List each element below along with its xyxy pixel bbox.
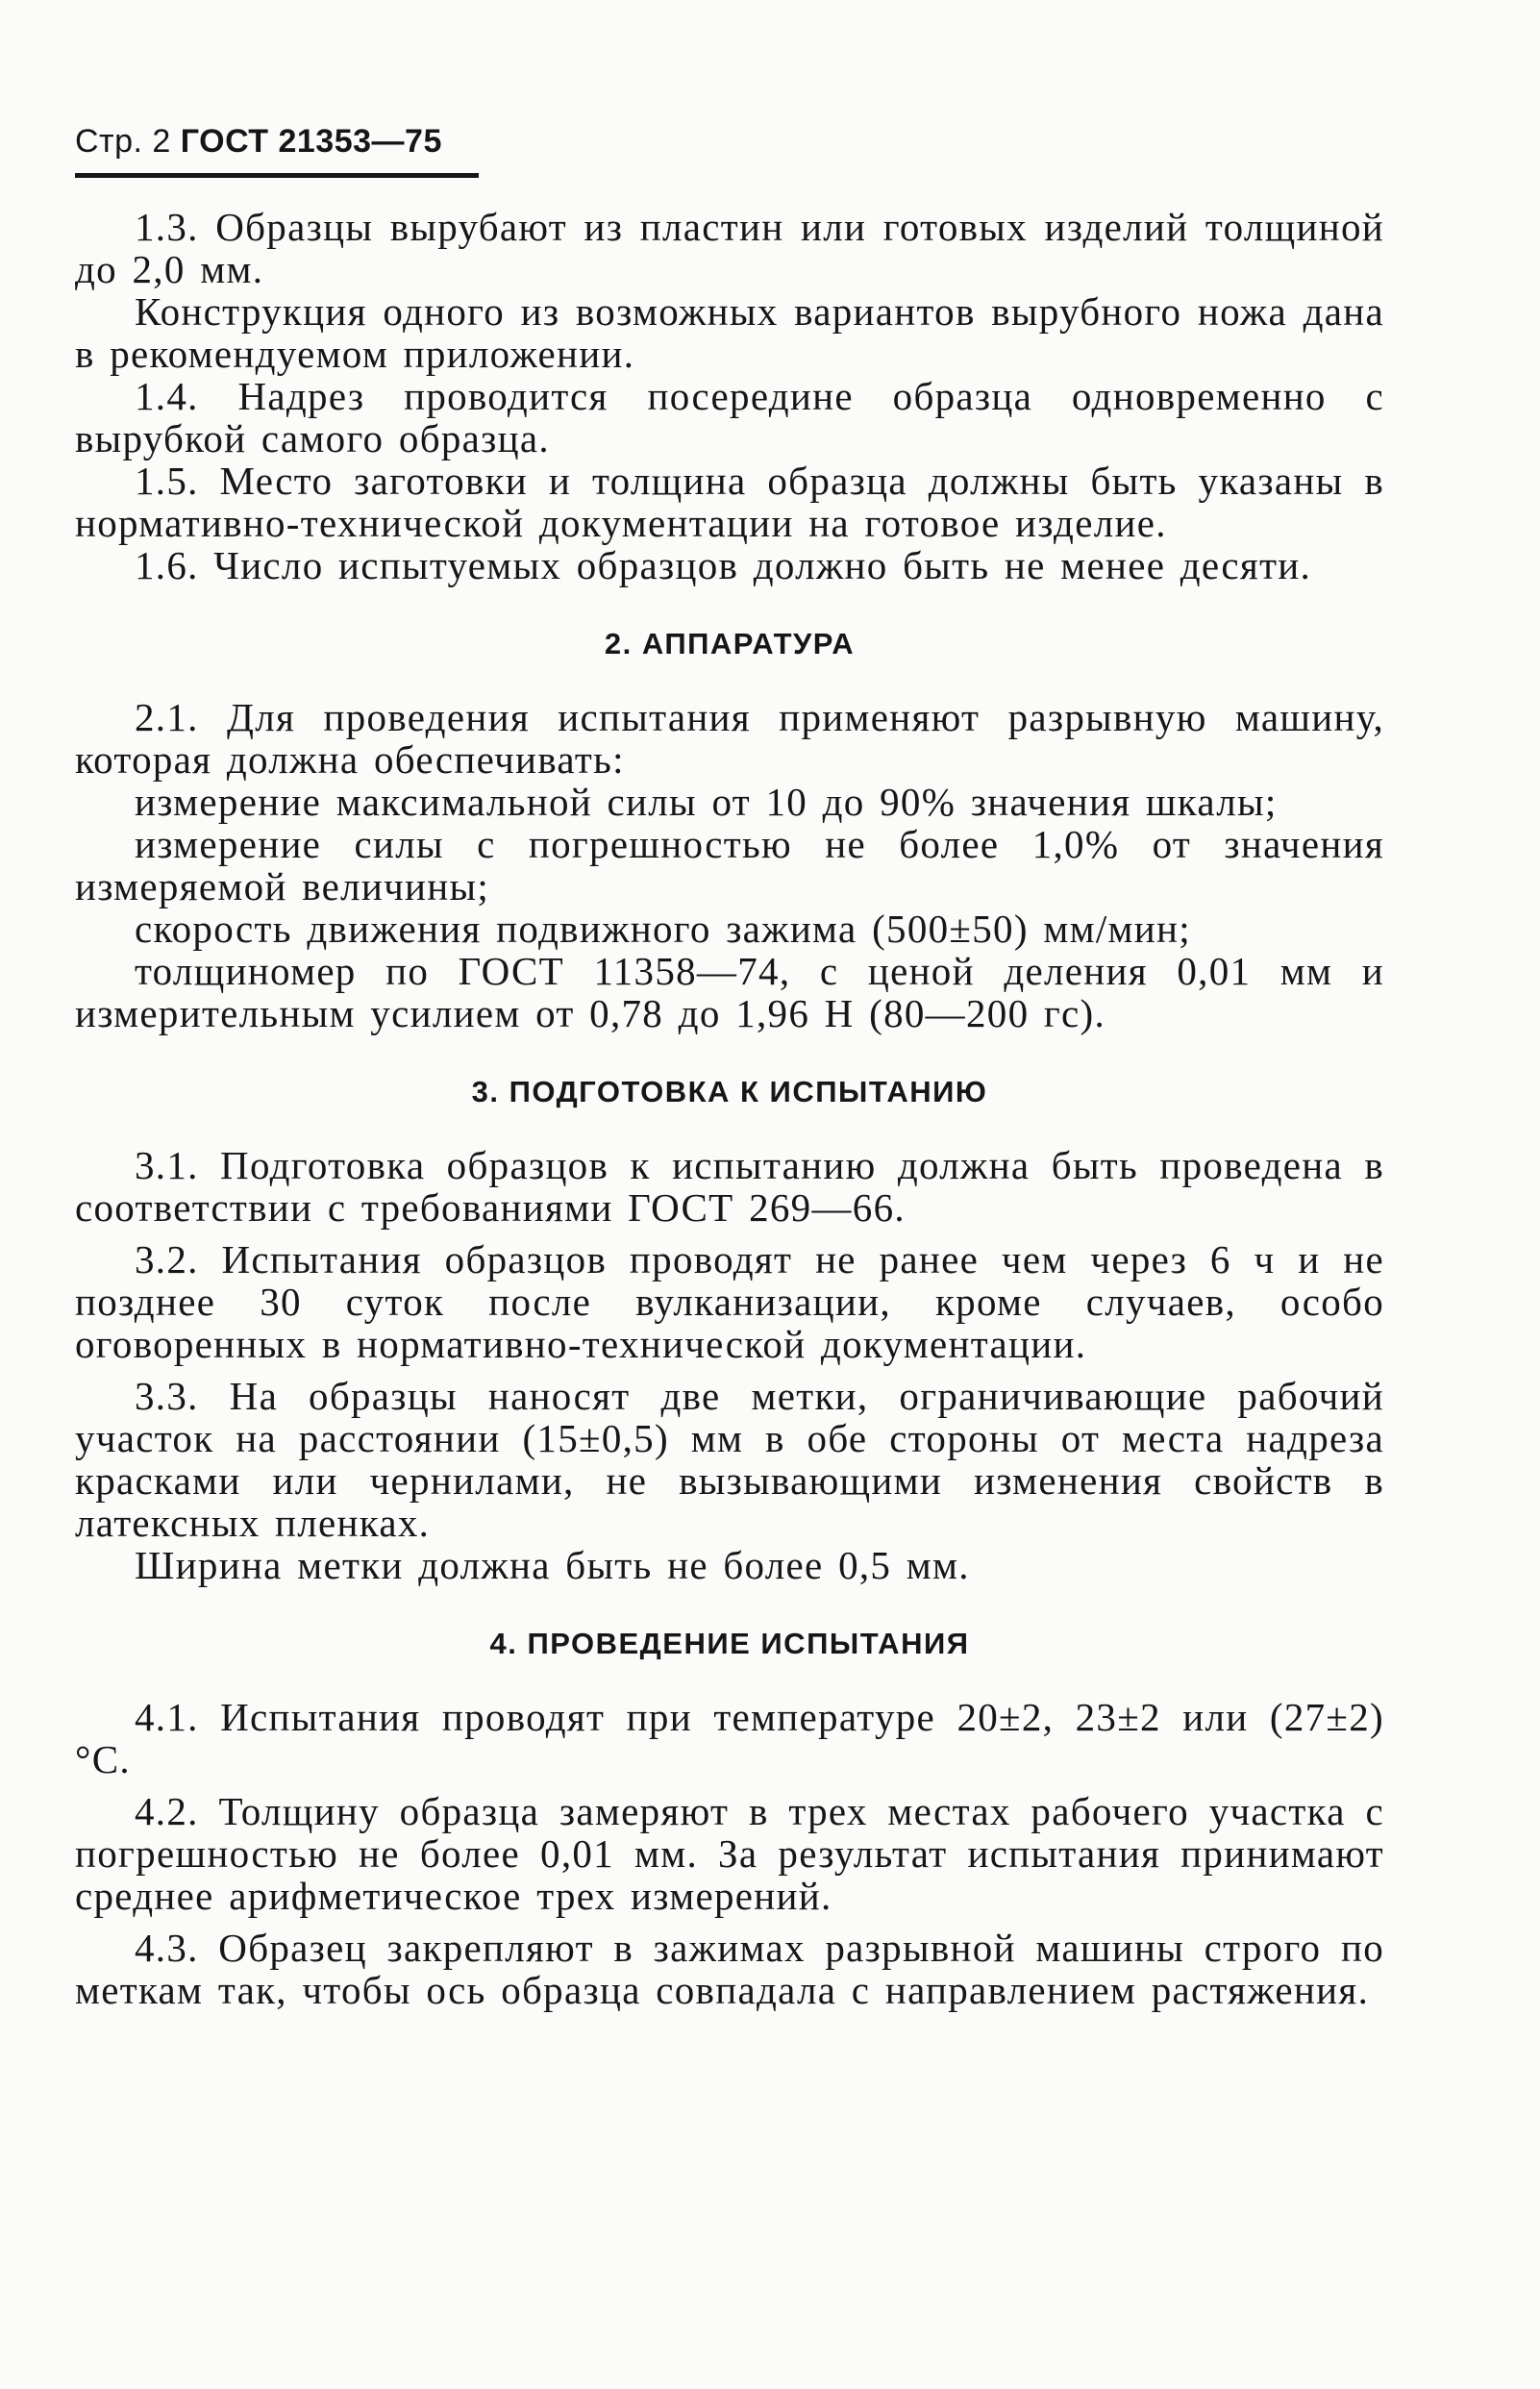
paragraph-1-3: 1.3. Образцы вырубают из пластин или готовых изделий толщиной до 2,0 мм. bbox=[75, 205, 1384, 291]
section-title-apparatus: 2. АППАРАТУРА bbox=[604, 627, 856, 660]
requirement-item: толщиномер по ГОСТ 11358—74, с ценой деления 0,01 мм и измерительным усилием от 0,78 до 1,96 Н (80—200 гс). bbox=[75, 949, 1384, 1035]
paragraph-3-1: 3.1. Подготовка образцов к испытанию должна быть проведена в соответствии с требованиями ГОСТ 269—66. bbox=[75, 1143, 1384, 1230]
requirement-item: скорость движения подвижного зажима (500±50) мм/мин; bbox=[135, 907, 1191, 951]
paragraph-4-2: 4.2. Толщину образца замеряют в трех местах рабочего участка с погрешностью не более 0,01 мм. За результат испытания принимают среднее арифметическое трех измерений. bbox=[75, 1789, 1384, 1918]
page-label: Стр. 2 bbox=[75, 123, 171, 160]
paragraph-3-3: 3.3. На образцы наносят две метки, ограничивающие рабочий участок на расстоянии (15±0,5) мм в обе стороны от места надреза красками или чернилами, не вызывающими изменения свойств в латексных пленках. bbox=[75, 1374, 1384, 1545]
section-title-testing: 4. ПРОВЕДЕНИЕ ИСПЫТАНИЯ bbox=[489, 1627, 970, 1660]
document-body bbox=[75, 206, 1384, 2011]
requirement-item: измерение максимальной силы от 10 до 90% значения шкалы; bbox=[135, 780, 1278, 824]
section-title-preparation: 3. ПОДГОТОВКА К ИСПЫТАНИЮ bbox=[471, 1075, 988, 1108]
paragraph-3-3-mark-width: Ширина метки должна быть не более 0,5 мм. bbox=[135, 1543, 970, 1587]
paragraph-1-6: 1.6. Число испытуемых образцов должно быть не менее десяти. bbox=[135, 543, 1312, 587]
paragraph-3-2: 3.2. Испытания образцов проводят не ранее чем через 6 ч и не позднее 30 суток после вулканизации, кроме случаев, особо оговоренных в нормативно-технической документации. bbox=[75, 1237, 1384, 1366]
paragraph-4-1: 4.1. Испытания проводят при температуре 20±2, 23±2 или (27±2)°С. bbox=[75, 1695, 1384, 1781]
standard-number: ГОСТ 21353—75 bbox=[180, 123, 442, 160]
running-header bbox=[75, 123, 442, 161]
requirement-item: измерение силы с погрешностью не более 1,0% от значения измеряемой величины; bbox=[75, 822, 1384, 908]
paragraph-1-4: 1.4. Надрез проводится посередине образца одновременно с вырубкой самого образца. bbox=[75, 374, 1384, 460]
paragraph-2-1: 2.1. Для проведения испытания применяют разрывную машину, которая должна обеспечивать: bbox=[75, 695, 1384, 782]
paragraph-1-5: 1.5. Место заготовки и толщина образца должны быть указаны в нормативно-технической документации на готовое изделие. bbox=[75, 459, 1384, 545]
paragraph-4-3: 4.3. Образец закрепляют в зажимах разрывной машины строго по меткам так, чтобы ось образца совпадала с направлением растяжения. bbox=[75, 1926, 1384, 2012]
paragraph-1-3-construction: Конструкция одного из возможных вариантов вырубного ножа дана в рекомендуемом приложении. bbox=[75, 289, 1384, 376]
header-rule bbox=[75, 173, 479, 178]
